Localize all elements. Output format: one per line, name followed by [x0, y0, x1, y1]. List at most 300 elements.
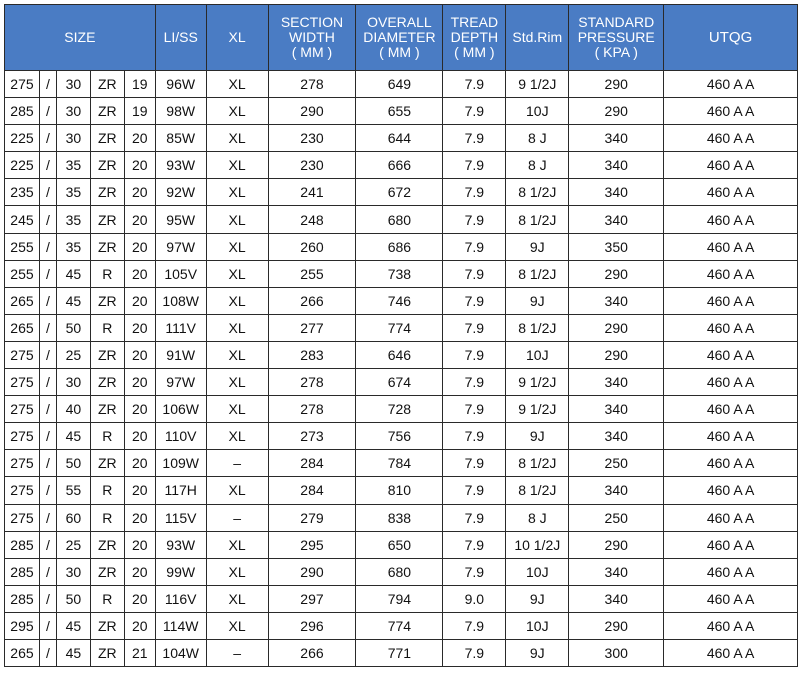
cell-slash: / [39, 179, 56, 206]
table-row [5, 396, 798, 423]
cell-section-width: 241 [268, 179, 356, 206]
cell-construction: R [90, 314, 124, 341]
cell-section-width: 284 [268, 477, 356, 504]
header-li-ss: LI/SS [155, 5, 206, 71]
cell-section-width: 277 [268, 314, 356, 341]
cell-aspect: 35 [56, 206, 90, 233]
cell-width: 225 [5, 152, 40, 179]
cell-standard-pressure: 340 [569, 125, 664, 152]
cell-utqg: 460 A A [664, 558, 798, 585]
cell-slash: / [39, 423, 56, 450]
cell-width: 275 [5, 341, 40, 368]
cell-overall-diameter: 810 [356, 477, 443, 504]
cell-rim-diameter: 20 [124, 314, 155, 341]
cell-aspect: 25 [56, 341, 90, 368]
cell-tread-depth: 7.9 [443, 369, 506, 396]
cell-std-rim: 10J [506, 558, 569, 585]
cell-standard-pressure: 340 [569, 585, 664, 612]
cell-li-ss: 106W [155, 396, 206, 423]
cell-width: 285 [5, 558, 40, 585]
cell-utqg: 460 A A [664, 504, 798, 531]
cell-std-rim: 10J [506, 98, 569, 125]
cell-std-rim: 10J [506, 341, 569, 368]
cell-construction: R [90, 260, 124, 287]
cell-aspect: 45 [56, 260, 90, 287]
cell-overall-diameter: 774 [356, 314, 443, 341]
cell-rim-diameter: 19 [124, 98, 155, 125]
cell-standard-pressure: 340 [569, 477, 664, 504]
cell-aspect: 50 [56, 450, 90, 477]
cell-std-rim: 9 1/2J [506, 369, 569, 396]
cell-construction: ZR [90, 287, 124, 314]
cell-rim-diameter: 20 [124, 585, 155, 612]
cell-tread-depth: 7.9 [443, 612, 506, 639]
cell-tread-depth: 7.9 [443, 558, 506, 585]
cell-xl: XL [206, 98, 268, 125]
cell-construction: R [90, 477, 124, 504]
cell-overall-diameter: 771 [356, 639, 443, 666]
cell-width: 255 [5, 260, 40, 287]
cell-width: 225 [5, 125, 40, 152]
cell-section-width: 278 [268, 71, 356, 98]
cell-slash: / [39, 396, 56, 423]
cell-rim-diameter: 20 [124, 179, 155, 206]
cell-utqg: 460 A A [664, 71, 798, 98]
cell-construction: ZR [90, 369, 124, 396]
cell-slash: / [39, 477, 56, 504]
cell-std-rim: 9J [506, 423, 569, 450]
cell-slash: / [39, 233, 56, 260]
cell-width: 275 [5, 369, 40, 396]
cell-aspect: 30 [56, 558, 90, 585]
cell-li-ss: 98W [155, 98, 206, 125]
header-std-rim: Std.Rim [506, 5, 569, 71]
cell-li-ss: 110V [155, 423, 206, 450]
cell-slash: / [39, 531, 56, 558]
cell-xl: XL [206, 206, 268, 233]
cell-slash: / [39, 369, 56, 396]
cell-rim-diameter: 20 [124, 287, 155, 314]
cell-utqg: 460 A A [664, 639, 798, 666]
cell-rim-diameter: 19 [124, 71, 155, 98]
tire-size-table [4, 4, 798, 667]
cell-overall-diameter: 655 [356, 98, 443, 125]
cell-slash: / [39, 314, 56, 341]
table-row [5, 71, 798, 98]
cell-li-ss: 117H [155, 477, 206, 504]
cell-construction: ZR [90, 396, 124, 423]
cell-xl: XL [206, 369, 268, 396]
cell-slash: / [39, 98, 56, 125]
cell-slash: / [39, 450, 56, 477]
cell-aspect: 30 [56, 71, 90, 98]
cell-utqg: 460 A A [664, 152, 798, 179]
cell-utqg: 460 A A [664, 314, 798, 341]
table-row [5, 341, 798, 368]
cell-std-rim: 8 J [506, 125, 569, 152]
cell-section-width: 279 [268, 504, 356, 531]
cell-utqg: 460 A A [664, 341, 798, 368]
cell-standard-pressure: 290 [569, 98, 664, 125]
cell-std-rim: 8 1/2J [506, 450, 569, 477]
header-section-width: SECTION WIDTH ( MM ) [268, 5, 356, 71]
cell-section-width: 290 [268, 558, 356, 585]
cell-overall-diameter: 680 [356, 206, 443, 233]
cell-li-ss: 109W [155, 450, 206, 477]
cell-overall-diameter: 672 [356, 179, 443, 206]
cell-width: 285 [5, 585, 40, 612]
cell-section-width: 297 [268, 585, 356, 612]
cell-rim-diameter: 20 [124, 341, 155, 368]
cell-tread-depth: 7.9 [443, 477, 506, 504]
cell-li-ss: 104W [155, 639, 206, 666]
cell-xl: XL [206, 125, 268, 152]
cell-overall-diameter: 794 [356, 585, 443, 612]
cell-width: 275 [5, 477, 40, 504]
table-row [5, 233, 798, 260]
cell-width: 275 [5, 423, 40, 450]
cell-xl: XL [206, 152, 268, 179]
cell-slash: / [39, 287, 56, 314]
cell-slash: / [39, 152, 56, 179]
cell-aspect: 25 [56, 531, 90, 558]
cell-tread-depth: 7.9 [443, 396, 506, 423]
cell-utqg: 460 A A [664, 125, 798, 152]
cell-width: 285 [5, 531, 40, 558]
cell-construction: R [90, 585, 124, 612]
cell-rim-diameter: 20 [124, 531, 155, 558]
cell-overall-diameter: 644 [356, 125, 443, 152]
cell-section-width: 278 [268, 396, 356, 423]
cell-std-rim: 10J [506, 612, 569, 639]
cell-utqg: 460 A A [664, 260, 798, 287]
cell-rim-diameter: 20 [124, 125, 155, 152]
table-row [5, 477, 798, 504]
cell-xl: XL [206, 71, 268, 98]
cell-utqg: 460 A A [664, 612, 798, 639]
cell-section-width: 230 [268, 125, 356, 152]
cell-std-rim: 9J [506, 287, 569, 314]
cell-width: 235 [5, 179, 40, 206]
table-row [5, 152, 798, 179]
table-row [5, 260, 798, 287]
cell-li-ss: 93W [155, 531, 206, 558]
cell-standard-pressure: 340 [569, 396, 664, 423]
cell-xl: XL [206, 477, 268, 504]
cell-slash: / [39, 558, 56, 585]
cell-construction: ZR [90, 612, 124, 639]
table-row [5, 450, 798, 477]
cell-li-ss: 114W [155, 612, 206, 639]
cell-tread-depth: 7.9 [443, 71, 506, 98]
cell-std-rim: 9J [506, 585, 569, 612]
cell-overall-diameter: 666 [356, 152, 443, 179]
cell-std-rim: 8 1/2J [506, 179, 569, 206]
cell-li-ss: 105V [155, 260, 206, 287]
cell-xl: XL [206, 260, 268, 287]
cell-slash: / [39, 125, 56, 152]
cell-section-width: 230 [268, 152, 356, 179]
cell-std-rim: 8 1/2J [506, 477, 569, 504]
cell-std-rim: 8 1/2J [506, 206, 569, 233]
cell-width: 265 [5, 287, 40, 314]
cell-width: 295 [5, 612, 40, 639]
cell-utqg: 460 A A [664, 369, 798, 396]
cell-tread-depth: 7.9 [443, 504, 506, 531]
cell-std-rim: 8 J [506, 152, 569, 179]
cell-std-rim: 9J [506, 233, 569, 260]
cell-tread-depth: 9.0 [443, 585, 506, 612]
cell-standard-pressure: 340 [569, 423, 664, 450]
cell-width: 265 [5, 639, 40, 666]
table-row [5, 287, 798, 314]
table-row [5, 206, 798, 233]
cell-slash: / [39, 639, 56, 666]
cell-width: 275 [5, 71, 40, 98]
cell-xl: XL [206, 423, 268, 450]
cell-tread-depth: 7.9 [443, 423, 506, 450]
table-row [5, 179, 798, 206]
cell-aspect: 30 [56, 369, 90, 396]
cell-li-ss: 97W [155, 233, 206, 260]
cell-section-width: 295 [268, 531, 356, 558]
cell-slash: / [39, 504, 56, 531]
cell-aspect: 45 [56, 612, 90, 639]
cell-xl: XL [206, 314, 268, 341]
cell-section-width: 266 [268, 639, 356, 666]
cell-slash: / [39, 341, 56, 368]
cell-xl: XL [206, 585, 268, 612]
cell-construction: R [90, 423, 124, 450]
cell-rim-diameter: 21 [124, 639, 155, 666]
cell-slash: / [39, 206, 56, 233]
cell-xl: XL [206, 396, 268, 423]
cell-section-width: 290 [268, 98, 356, 125]
cell-rim-diameter: 20 [124, 260, 155, 287]
cell-rim-diameter: 20 [124, 423, 155, 450]
cell-li-ss: 95W [155, 206, 206, 233]
cell-construction: ZR [90, 125, 124, 152]
cell-aspect: 45 [56, 639, 90, 666]
header-tread-depth: TREAD DEPTH ( MM ) [443, 5, 506, 71]
cell-aspect: 50 [56, 585, 90, 612]
cell-li-ss: 91W [155, 341, 206, 368]
cell-std-rim: 8 J [506, 504, 569, 531]
cell-section-width: 266 [268, 287, 356, 314]
cell-utqg: 460 A A [664, 585, 798, 612]
cell-overall-diameter: 784 [356, 450, 443, 477]
cell-li-ss: 99W [155, 558, 206, 585]
cell-rim-diameter: 20 [124, 206, 155, 233]
cell-rim-diameter: 20 [124, 558, 155, 585]
cell-construction: ZR [90, 233, 124, 260]
cell-utqg: 460 A A [664, 396, 798, 423]
cell-tread-depth: 7.9 [443, 98, 506, 125]
cell-width: 275 [5, 450, 40, 477]
cell-xl: – [206, 450, 268, 477]
header-utqg: UTQG [664, 5, 798, 71]
cell-standard-pressure: 340 [569, 369, 664, 396]
cell-width: 255 [5, 233, 40, 260]
cell-overall-diameter: 680 [356, 558, 443, 585]
table-row [5, 558, 798, 585]
table-row [5, 423, 798, 450]
cell-construction: ZR [90, 531, 124, 558]
cell-aspect: 35 [56, 152, 90, 179]
cell-construction: R [90, 504, 124, 531]
cell-rim-diameter: 20 [124, 152, 155, 179]
cell-overall-diameter: 649 [356, 71, 443, 98]
cell-overall-diameter: 728 [356, 396, 443, 423]
cell-xl: XL [206, 233, 268, 260]
cell-section-width: 278 [268, 369, 356, 396]
cell-overall-diameter: 774 [356, 612, 443, 639]
cell-aspect: 35 [56, 179, 90, 206]
cell-construction: ZR [90, 179, 124, 206]
cell-width: 265 [5, 314, 40, 341]
cell-xl: – [206, 639, 268, 666]
header-xl: XL [206, 5, 268, 71]
cell-aspect: 45 [56, 423, 90, 450]
cell-utqg: 460 A A [664, 206, 798, 233]
cell-section-width: 284 [268, 450, 356, 477]
cell-standard-pressure: 290 [569, 531, 664, 558]
cell-standard-pressure: 340 [569, 287, 664, 314]
cell-std-rim: 9J [506, 639, 569, 666]
cell-std-rim: 8 1/2J [506, 260, 569, 287]
cell-tread-depth: 7.9 [443, 206, 506, 233]
cell-utqg: 460 A A [664, 179, 798, 206]
table-row [5, 125, 798, 152]
table-row [5, 585, 798, 612]
header-size: SIZE [5, 5, 156, 71]
cell-li-ss: 116V [155, 585, 206, 612]
cell-xl: – [206, 504, 268, 531]
cell-overall-diameter: 650 [356, 531, 443, 558]
cell-rim-diameter: 20 [124, 396, 155, 423]
cell-section-width: 255 [268, 260, 356, 287]
cell-aspect: 40 [56, 396, 90, 423]
cell-standard-pressure: 340 [569, 152, 664, 179]
cell-section-width: 248 [268, 206, 356, 233]
cell-tread-depth: 7.9 [443, 531, 506, 558]
table-row [5, 98, 798, 125]
cell-tread-depth: 7.9 [443, 125, 506, 152]
cell-tread-depth: 7.9 [443, 233, 506, 260]
cell-standard-pressure: 350 [569, 233, 664, 260]
header-row [5, 5, 798, 71]
cell-overall-diameter: 686 [356, 233, 443, 260]
cell-utqg: 460 A A [664, 450, 798, 477]
table-row [5, 612, 798, 639]
cell-section-width: 283 [268, 341, 356, 368]
cell-construction: ZR [90, 71, 124, 98]
cell-utqg: 460 A A [664, 531, 798, 558]
cell-section-width: 273 [268, 423, 356, 450]
cell-li-ss: 85W [155, 125, 206, 152]
cell-overall-diameter: 838 [356, 504, 443, 531]
cell-xl: XL [206, 341, 268, 368]
table-body [5, 71, 798, 667]
cell-xl: XL [206, 531, 268, 558]
cell-aspect: 30 [56, 125, 90, 152]
cell-width: 275 [5, 396, 40, 423]
cell-aspect: 45 [56, 287, 90, 314]
cell-rim-diameter: 20 [124, 233, 155, 260]
cell-li-ss: 93W [155, 152, 206, 179]
cell-standard-pressure: 250 [569, 504, 664, 531]
cell-width: 275 [5, 504, 40, 531]
header-overall-diameter: OVERALL DIAMETER ( MM ) [356, 5, 443, 71]
cell-rim-diameter: 20 [124, 369, 155, 396]
cell-construction: ZR [90, 152, 124, 179]
cell-tread-depth: 7.9 [443, 152, 506, 179]
cell-xl: XL [206, 612, 268, 639]
table-row [5, 314, 798, 341]
cell-slash: / [39, 585, 56, 612]
cell-standard-pressure: 340 [569, 558, 664, 585]
cell-section-width: 296 [268, 612, 356, 639]
cell-slash: / [39, 71, 56, 98]
cell-aspect: 55 [56, 477, 90, 504]
cell-utqg: 460 A A [664, 423, 798, 450]
cell-overall-diameter: 674 [356, 369, 443, 396]
cell-li-ss: 115V [155, 504, 206, 531]
cell-li-ss: 96W [155, 71, 206, 98]
cell-construction: ZR [90, 558, 124, 585]
cell-aspect: 35 [56, 233, 90, 260]
cell-construction: ZR [90, 206, 124, 233]
cell-utqg: 460 A A [664, 233, 798, 260]
cell-li-ss: 92W [155, 179, 206, 206]
cell-li-ss: 108W [155, 287, 206, 314]
cell-std-rim: 8 1/2J [506, 314, 569, 341]
cell-tread-depth: 7.9 [443, 179, 506, 206]
cell-standard-pressure: 290 [569, 612, 664, 639]
table-row [5, 369, 798, 396]
cell-overall-diameter: 646 [356, 341, 443, 368]
cell-construction: ZR [90, 639, 124, 666]
cell-standard-pressure: 340 [569, 206, 664, 233]
cell-aspect: 30 [56, 98, 90, 125]
cell-tread-depth: 7.9 [443, 639, 506, 666]
cell-slash: / [39, 260, 56, 287]
cell-std-rim: 9 1/2J [506, 71, 569, 98]
cell-standard-pressure: 290 [569, 314, 664, 341]
cell-tread-depth: 7.9 [443, 314, 506, 341]
cell-standard-pressure: 290 [569, 71, 664, 98]
cell-standard-pressure: 300 [569, 639, 664, 666]
cell-slash: / [39, 612, 56, 639]
cell-rim-diameter: 20 [124, 612, 155, 639]
cell-tread-depth: 7.9 [443, 341, 506, 368]
cell-li-ss: 97W [155, 369, 206, 396]
cell-tread-depth: 7.9 [443, 287, 506, 314]
cell-overall-diameter: 746 [356, 287, 443, 314]
cell-std-rim: 9 1/2J [506, 396, 569, 423]
cell-std-rim: 10 1/2J [506, 531, 569, 558]
cell-aspect: 50 [56, 314, 90, 341]
table-row [5, 639, 798, 666]
cell-xl: XL [206, 287, 268, 314]
cell-utqg: 460 A A [664, 477, 798, 504]
cell-standard-pressure: 340 [569, 179, 664, 206]
cell-aspect: 60 [56, 504, 90, 531]
cell-utqg: 460 A A [664, 287, 798, 314]
cell-width: 285 [5, 98, 40, 125]
cell-xl: XL [206, 179, 268, 206]
cell-standard-pressure: 250 [569, 450, 664, 477]
